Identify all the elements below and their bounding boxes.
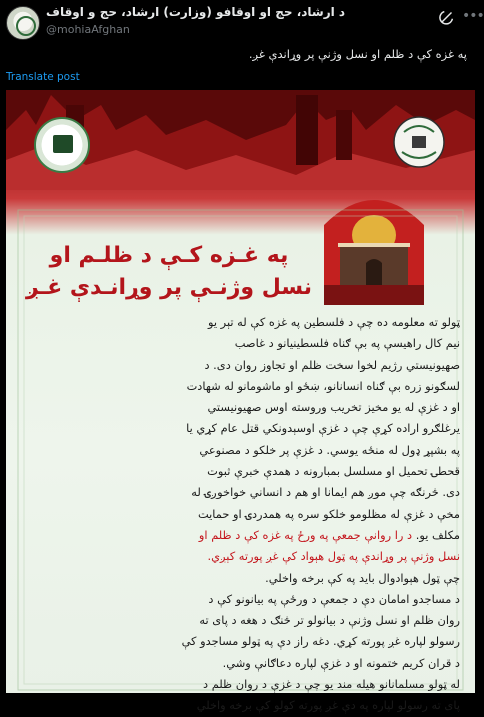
poster-body-line: ټولو ته معلومه ده چې د فلسطین په غزه کې له تېر یو [207,315,460,329]
account-handle[interactable]: @mohiaAfghan [46,23,130,36]
poster-body-line: د مساجدو امامان دې د جمعې د ورځې په بیانونو کې د [208,591,460,606]
poster-title-line-1: په غـزه کـې د ظلـم او [49,243,289,268]
poster-body-line: یرغلګرو اراده کړې چې د غزې اوسېدونکي قتل عام کړي یا [186,421,460,436]
poster-body-line-red: د را روانې جمعې په ورځ په غزه کې د ظلم او [198,527,413,542]
emirate-emblem [392,114,446,170]
poster-body-line: د قران کریم ختمونه او د غزې لپاره دعاګانې وشي. [222,655,460,670]
post-image[interactable] [6,90,475,713]
grok-icon[interactable] [438,8,456,26]
poster-body-line: نسل وژنې پر وړاندې په ټول هېواد کې غږ پورته کېږي. [207,549,460,564]
poster-body-line: رسولو لپاره غږ پورته کړي. دغه راز دې په ټولو مساجدو کې [181,634,460,649]
poster-body-line: پای ته رسولو لپاره په دې غږ پورته کولو کې برخه واخلي [196,698,460,713]
ministry-kaaba-emblem [34,117,90,173]
poster-body-line: له ټولو مسلمانانو هیله مند یو چې د غزې د روان ظلم د [203,677,460,692]
tweet-text: په غزه کې د ظلم او نسل وژنې پر وړاندې غږ. [248,47,467,61]
avatar[interactable] [6,6,40,40]
display-name[interactable]: د ارشاد، حج او اوقافو (وزارت) ارشاد، حج و اوقاف [46,5,346,19]
poster-body-line: نیم کال راهیسې په بې ګناه فلسطینیانو د غاصب [234,336,460,351]
poster-body-line: صهیونیستي رژیم لخوا سخت ظلم او تجاوز روان دی. د [204,357,460,372]
poster-body-text [20,312,460,717]
poster-body-line: چې ټول هېوادوال باید په کې برخه واخلي. [265,570,460,585]
tweet-header [0,0,484,44]
poster-body-line: دی. څرنګه چې موږ هم ایمانا او هم د انساني خواخوږۍ له [191,485,460,500]
more-options-icon[interactable]: ••• [462,8,484,24]
poster-body-line: روان ظلم او نسل وژنې د بیانولو تر څنګ د هغه د پای ته [199,613,460,628]
al-aqsa-illustration [318,185,430,305]
poster-body-line: په بشپړ ډول له منځه یوسي. د غزې پر خلکو د مصنوعي [199,442,460,457]
poster-body-line: مخې د غزې له مظلومو خلکو سره په همدردۍ او حمایت [197,506,460,521]
poster-body-line [20,525,460,546]
poster-body-line: لسګونو زره بې ګناه انسانانو، ښځو او ماشومانو له شهادت [186,378,460,393]
translate-post-link[interactable]: Translate post [6,71,80,83]
poster-body-line-plain: مکلف یو. [412,527,460,542]
poster-title-line-2: نسل وژنـې پر وړانـدې غـږ [25,275,312,300]
poster-body-line: قحطۍ تحمیل او مسلسل بمبارونه د همدې خبرې ثبوت [207,464,460,479]
poster-body-line: او د غزې له یو مخیز تخریب وروسته اوس صهیونیستي [207,400,460,415]
poster-title [24,240,314,304]
